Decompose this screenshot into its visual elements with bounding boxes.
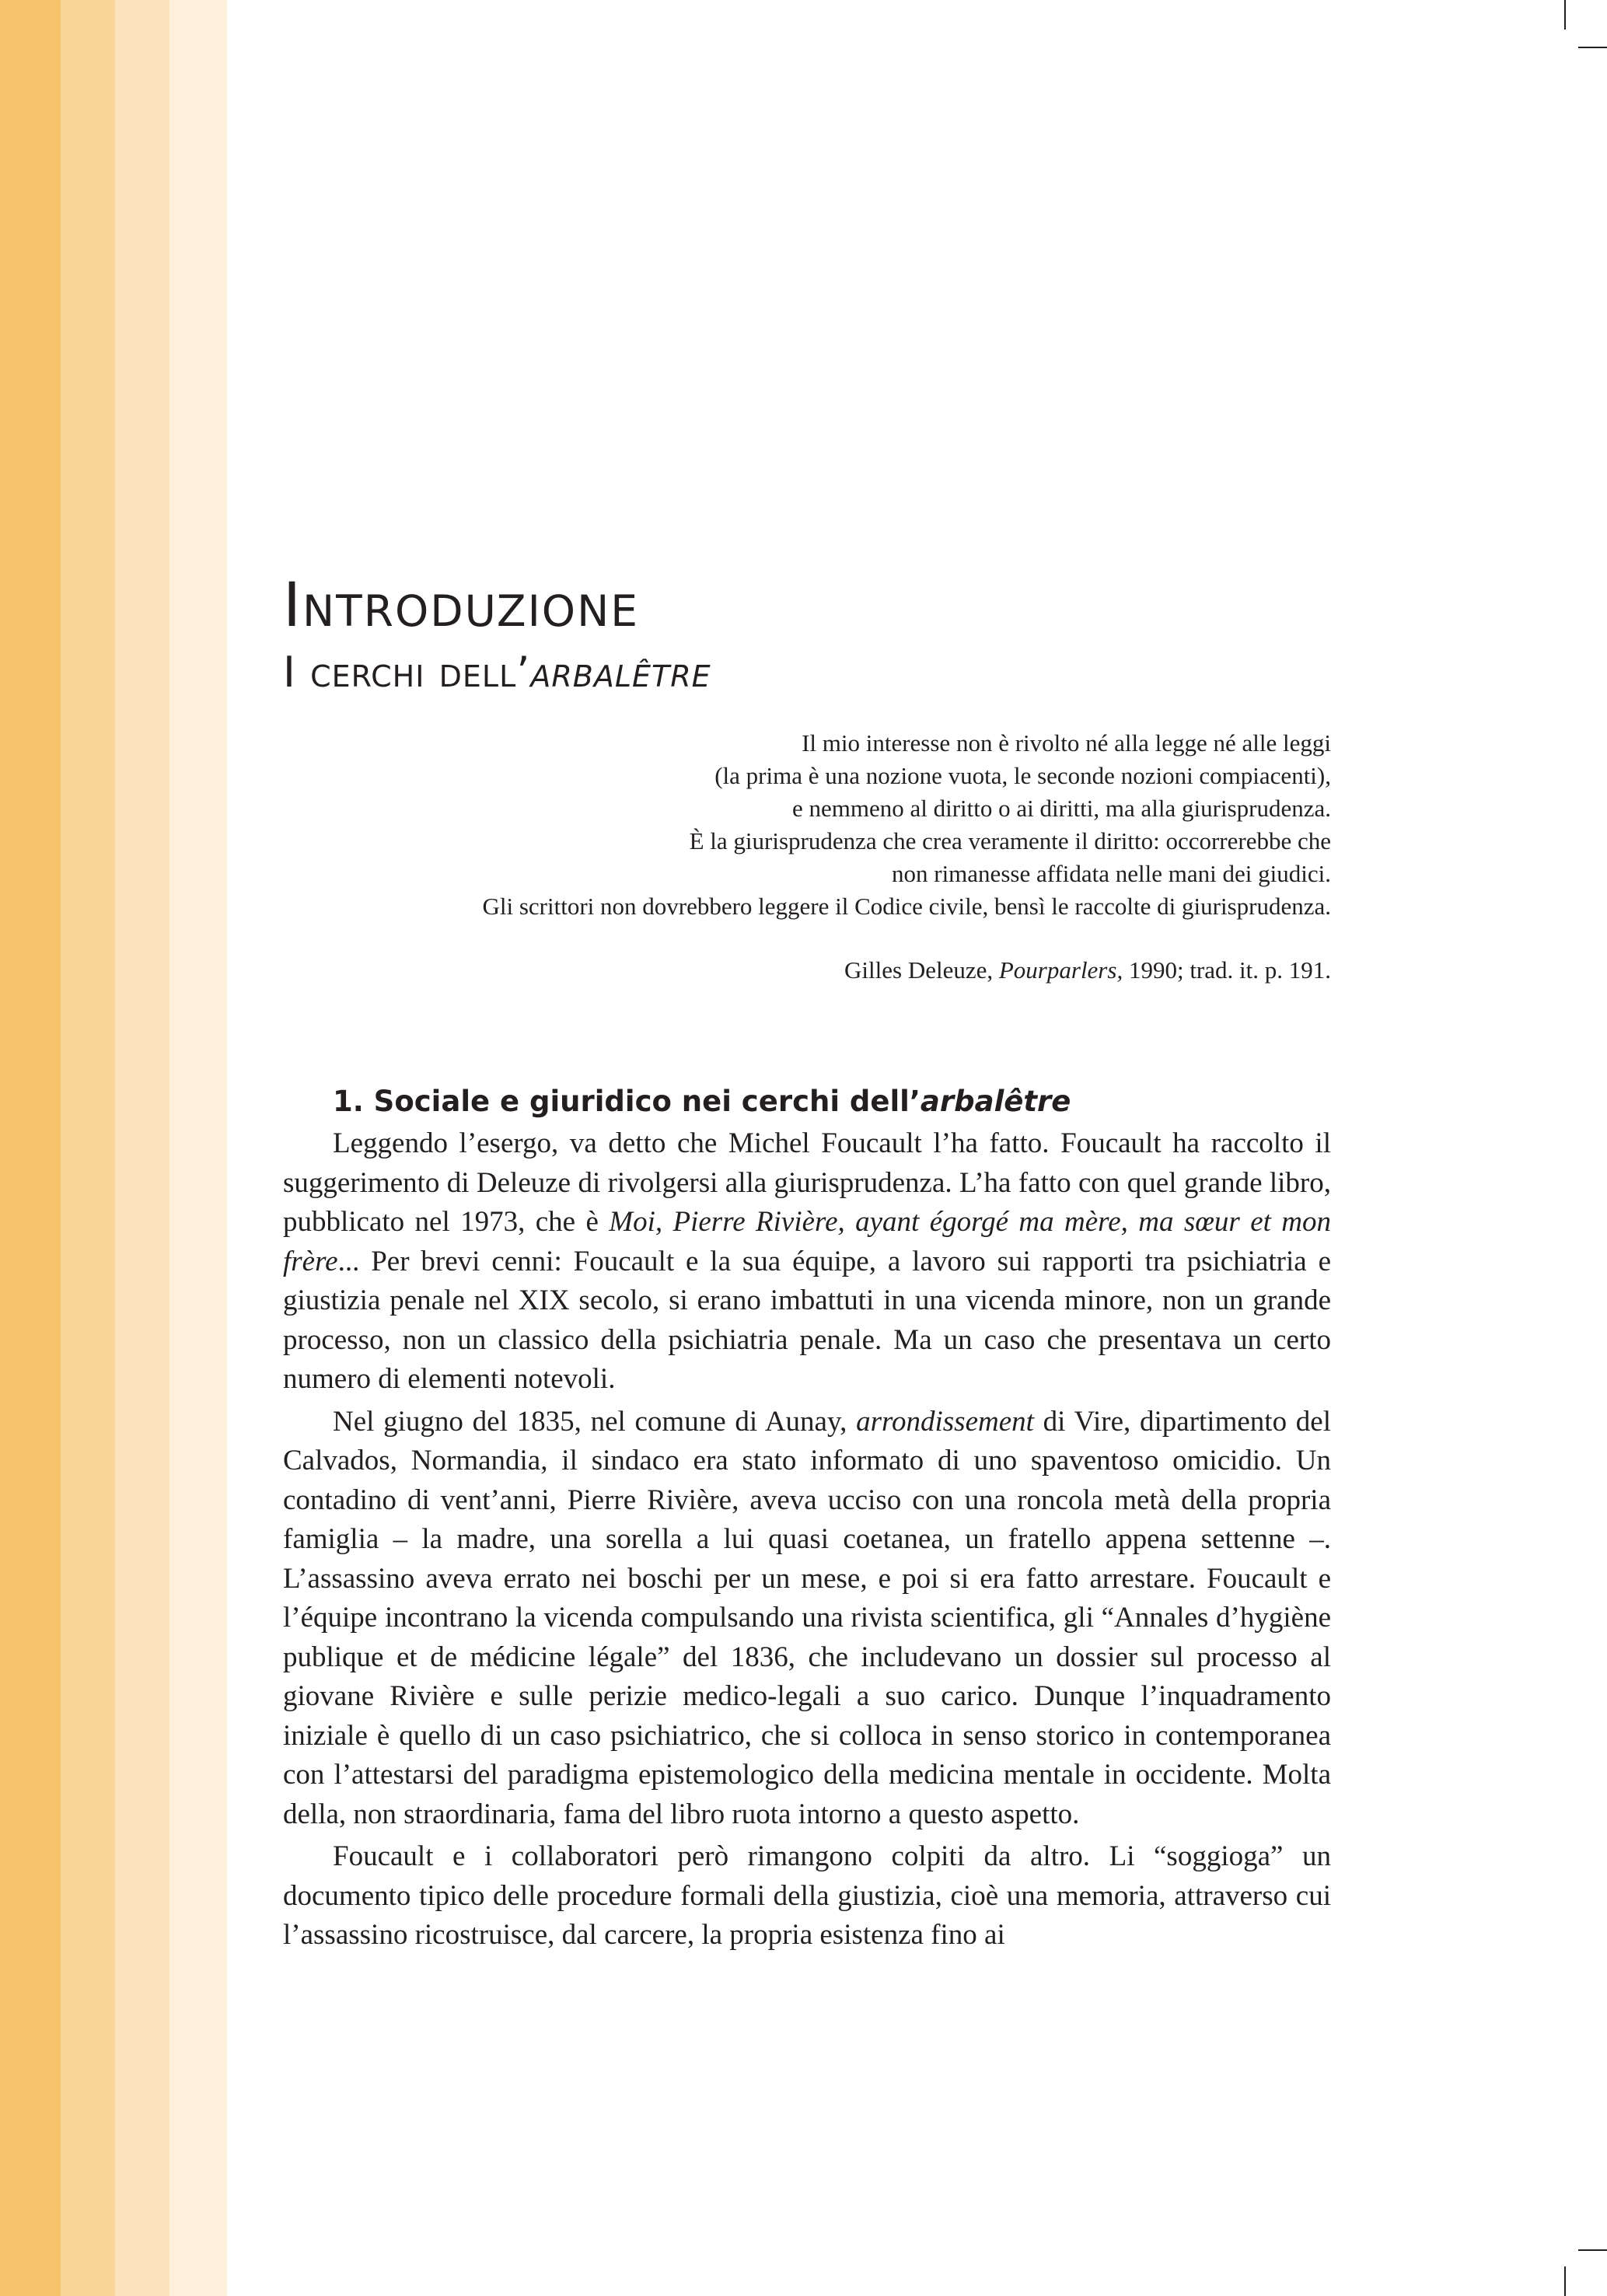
paragraph-italic: arrondissement	[856, 1405, 1034, 1438]
paragraph-text: Leggendo l’esergo, va detto che Michel Foucault l’ha fatto. Foucault ha raccolto il suggerimento di Deleuze di rivolgersi alla giurisprudenza. L’ha fatto con quel grande libro, pubblicato nel 1973, che è	[283, 1127, 1331, 1238]
paragraph	[283, 1403, 1331, 1835]
decorative-band	[61, 0, 115, 2296]
chapter-subtitle	[283, 648, 711, 697]
epigraph	[243, 727, 1331, 987]
epigraph-line: non rimanesse affidata nelle mani dei giudici.	[892, 860, 1331, 887]
epigraph-line: Gli scrittori non dovrebbero leggere il Codice civile, bensì le raccolte di giurisprudenza.	[482, 893, 1331, 920]
paragraph-text: di Vire, dipartimento del Calvados, Normandia, il sindaco era stato informato di uno spaventoso omicidio. Un contadino di vent’anni, Pierre Rivière, aveva ucciso con una roncola metà della propria famiglia – la madre, una sorella a lui quasi coetanea, un fratello appena settenne –. L’assassino aveva errato nei boschi per un mese, e poi si era fatto arrestare. Foucault e l’équipe incontrano la vicenda compulsando una rivista scientifica, gli “Annales d’hygiène publique et de médicine légale” del 1836, che includevano un dossier sul processo al giovane Rivière e sulle perizie medico-legali a suo carico. Dunque l’inquadramento iniziale è quello di un caso psichiatrico, che si colloca in senso storico in contemporanea con l’attestarsi del paradigma epistemologico della medicina mentale in occidente. Molta della, non straordinaria, fama del libro ruota intorno a questo aspetto.	[283, 1405, 1331, 1830]
epigraph-work: Pourparlers,	[998, 956, 1123, 984]
crop-mark	[1564, 0, 1566, 30]
epigraph-line: (la prima è una nozione vuota, le seconde nozioni compiacenti),	[714, 762, 1331, 789]
section-heading	[333, 1085, 1071, 1119]
epigraph-details: 1990; trad. it. p. 191.	[1128, 956, 1331, 984]
paragraph: Foucault e i collaboratori però rimangono colpiti da altro. Li “soggioga” un documento tipico delle procedure formali della giustizia, cioè una memoria, attraverso cui l’assassino ricostruisce, dal carcere, la propria esistenza fino ai	[283, 1840, 1331, 1951]
chapter-title: Introduzione	[283, 571, 639, 641]
decorative-band	[169, 0, 227, 2296]
epigraph-source	[243, 954, 1331, 987]
paragraph	[283, 1124, 1331, 1400]
chapter-subtitle-text: I cerchi dell’	[283, 648, 531, 697]
decorative-band	[115, 0, 169, 2296]
section-heading-text: 1. Sociale e giuridico nei cerchi dell’	[333, 1085, 921, 1118]
crop-mark	[1578, 47, 1607, 48]
chapter-subtitle-italic: arbalêtre	[530, 648, 711, 697]
paragraph-text: Nel giugno del 1835, nel comune di Aunay,	[333, 1405, 847, 1438]
paragraph-italic: Moi, Pierre Rivière, ayant égorgé ma mère, ma sœur et mon frère	[283, 1206, 1331, 1277]
crop-mark	[1564, 2266, 1566, 2296]
epigraph-author: Gilles Deleuze,	[844, 956, 994, 984]
decorative-band	[0, 0, 61, 2296]
paragraph-text: ... Per brevi cenni: Foucault e la sua équipe, a lavoro sui rapporti tra psichiatria e giustizia penale nel XIX secolo, si erano imbattuti in una vicenda minore, non un grande processo, non un classico della psichiatria penale. Ma un caso che presentava un certo numero di elementi notevoli.	[283, 1245, 1331, 1395]
crop-mark	[1578, 2249, 1607, 2251]
section-heading-italic: arbalêtre	[920, 1085, 1071, 1118]
epigraph-line: Il mio interesse non è rivolto né alla legge né alle leggi	[802, 729, 1331, 757]
epigraph-line: e nemmeno al diritto o ai diritti, ma alla giurisprudenza.	[792, 795, 1331, 822]
epigraph-line: È la giurisprudenza che crea veramente il diritto: occorrerebbe che	[689, 827, 1331, 854]
body-text	[283, 1124, 1331, 1955]
